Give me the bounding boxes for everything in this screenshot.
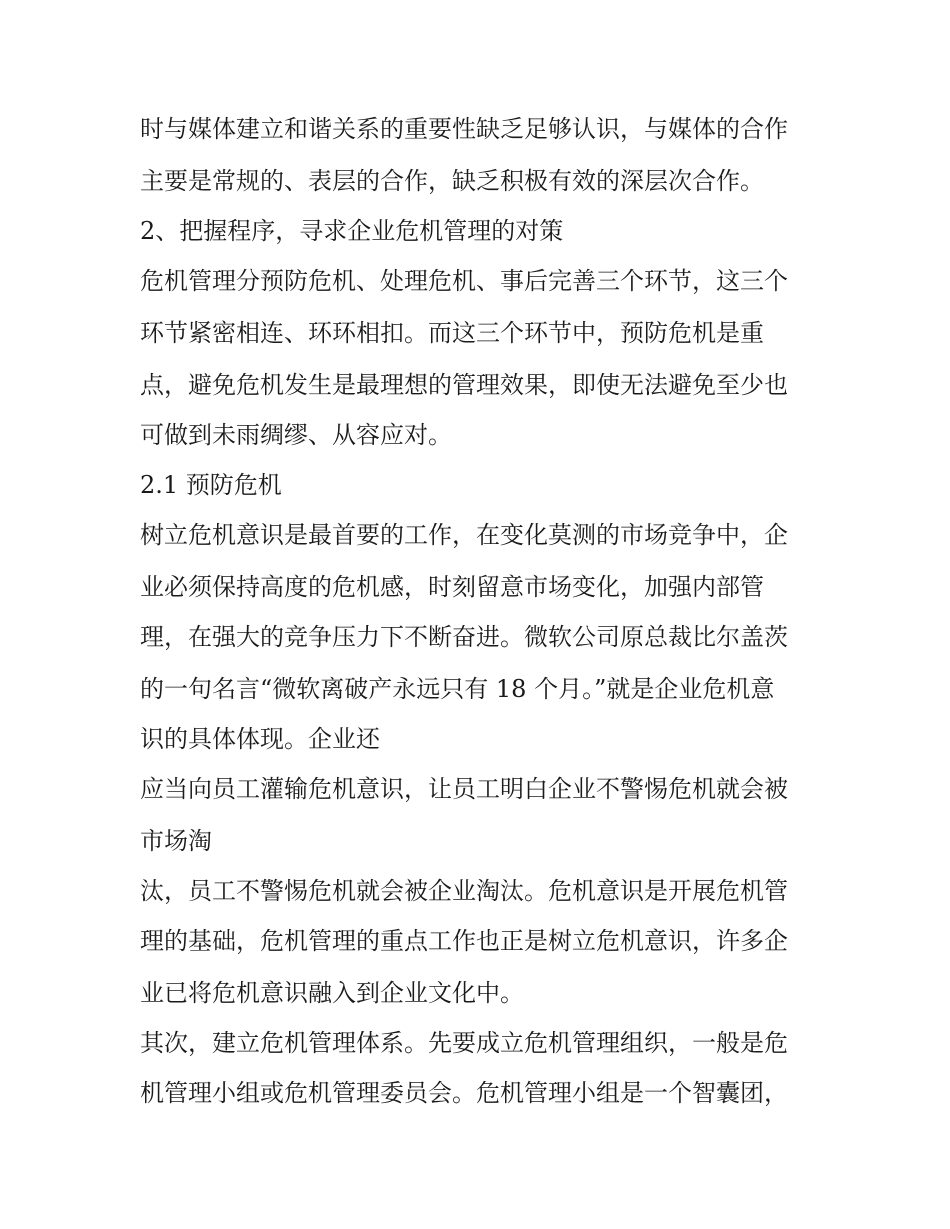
body-text-line: 业必须保持高度的危机感，时刻留意市场变化，加强内部管 (140, 573, 764, 601)
body-text-line: 理，在强大的竞争压力下不断奋进。微软公司原总裁比尔盖茨 (140, 623, 788, 651)
body-text-line: 树立危机意识是最首要的工作，在变化莫测的市场竞争中，企 (140, 521, 788, 549)
body-text-line: 其次，建立危机管理体系。先要成立危机管理组织，一般是危 (140, 1029, 788, 1057)
body-text-line: 主要是常规的、表层的合作，缺乏积极有效的深层次合作。 (140, 167, 764, 195)
body-text-line: 的一句名言“微软离破产永远只有 18 个月。”就是企业危机意 (140, 675, 775, 703)
body-text-line: 理的基础，危机管理的重点工作也正是树立危机意识，许多企 (140, 927, 788, 955)
body-text-line: 识的具体体现。企业还 (140, 725, 380, 753)
body-text-line: 应当向员工灌输危机意识，让员工明白企业不警惕危机就会被 (140, 775, 788, 803)
body-text-line: 环节紧密相连、环环相扣。而这三个环节中，预防危机是重 (140, 319, 764, 347)
body-text-line: 危机管理分预防危机、处理危机、事后完善三个环节，这三个 (140, 267, 788, 295)
body-text-line: 时与媒体建立和谐关系的重要性缺乏足够认识，与媒体的合作 (140, 115, 788, 143)
body-text-line: 点，避免危机发生是最理想的管理效果，即使无法避免至少也 (140, 371, 788, 399)
body-text-line: 业已将危机意识融入到企业文化中。 (140, 979, 524, 1007)
body-text-line: 市场淘 (140, 827, 212, 855)
body-text-line: 可做到未雨绸缪、从容应对。 (140, 421, 452, 449)
section-heading: 2、把握程序，寻求企业危机管理的对策 (140, 217, 564, 245)
body-text-line: 汰，员工不警惕危机就会被企业淘汰。危机意识是开展危机管 (140, 877, 788, 905)
body-text-line: 机管理小组或危机管理委员会。危机管理小组是一个智囊团， (140, 1079, 788, 1107)
subsection-heading: 2.1 预防危机 (140, 471, 282, 499)
